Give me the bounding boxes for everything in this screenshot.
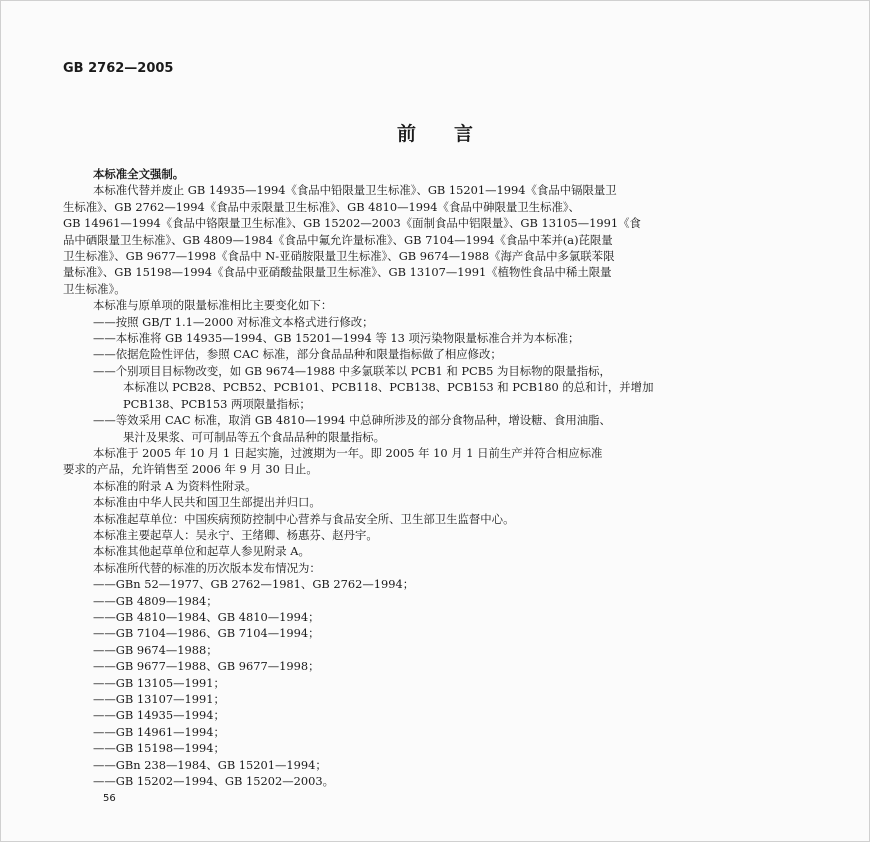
paragraph-effective-date: 本标准于 2005 年 10 月 1 日起实施，过渡期为一年。即 2005 年 10 月 1 日前生产并符合相应标准 (93, 445, 603, 460)
paragraph-drafting-units: 本标准起草单位：中国疾病预防控制中心营养与食品安全所、卫生部卫生监督中心。 (93, 511, 515, 526)
paragraph-proposer: 本标准由中华人民共和国卫生部提出并归口。 (93, 495, 321, 510)
change-item-continued: 本标准以 PCB28、PCB52、PCB101、PCB118、PCB138、PCB153 和 PCB180 的总和计，并增加 (123, 380, 654, 395)
paragraph-changes-intro: 本标准与原单项的限量标准相比主要变化如下： (93, 298, 333, 313)
paragraph-replaces-line: 品中硒限量卫生标准》、GB 4809—1984《食品中氟允许量标准》、GB 7104—1994《食品中苯并(a)芘限量 (63, 232, 613, 247)
history-item: ——GB 15202—1994、GB 15202—2003。 (93, 774, 334, 789)
paragraph-drafters: 本标准主要起草人：吴永宁、王绪卿、杨惠芬、赵丹宇。 (93, 527, 378, 542)
paragraph-other-drafters: 本标准其他起草单位和起草人参见附录 A。 (93, 544, 310, 559)
change-item: ——按照 GB/T 1.1—2000 对标准文本格式进行修改； (93, 314, 374, 329)
history-item: ——GB 13107—1991； (93, 692, 225, 706)
paragraph-history-intro: 本标准所代替的标准的历次版本发布情况为： (93, 560, 321, 575)
change-item-continued: PCB138、PCB153 两项限量指标； (123, 396, 311, 411)
paragraph-mandatory: 本标准全文强制。 (93, 167, 185, 181)
history-item: ——GB 4809—1984； (93, 593, 218, 608)
history-item: ——GB 14935—1994； (93, 708, 225, 723)
change-item: ——等效采用 CAC 标准，取消 GB 4810—1994 中总砷所涉及的部分食物品种，增设糖、食用油脂、 (93, 413, 611, 428)
paragraph-effective-date: 要求的产品，允许销售至 2006 年 9 月 30 日止。 (63, 462, 318, 477)
history-item: ——GB 9674—1988； (93, 642, 218, 657)
history-item: ——GB 14961—1994； (93, 724, 225, 739)
history-item: ——GB 4810—1984、GB 4810—1994； (93, 609, 320, 624)
history-item: ——GB 9677—1988、GB 9677—1998； (93, 659, 320, 674)
paragraph-appendix: 本标准的附录 A 为资料性附录。 (93, 478, 257, 493)
paragraph-replaces-line: 卫生标准》。 (63, 281, 126, 296)
paragraph-replaces-line: 卫生标准》、GB 9677—1998《食品中 N-亚硝胺限量卫生标准》、GB 9674—1988《海产食品中多氯联苯限 (63, 249, 615, 264)
change-item: ——个别项目目标物改变，如 GB 9674—1988 中多氯联苯以 PCB1 和 PCB5 为目标物的限量指标， (93, 363, 611, 378)
history-item: ——GBn 238—1984、GB 15201—1994； (93, 757, 327, 772)
paragraph-replaces-line: 本标准代替并废止 GB 14935—1994《食品中铅限量卫生标准》、GB 15201—1994《食品中镉限量卫 (93, 183, 617, 198)
history-item: ——GB 7104—1986、GB 7104—1994； (93, 626, 320, 641)
paragraph-replaces-line: GB 14961—1994《食品中铬限量卫生标准》、GB 15202—2003《面制食品中铝限量》、GB 13105—1991《食 (63, 216, 641, 231)
history-item: ——GBn 52—1977、GB 2762—1981、GB 2762—1994； (93, 577, 415, 592)
page-title: 前言 (396, 123, 511, 145)
history-item: ——GB 15198—1994； (93, 741, 225, 756)
page-number: 56 (103, 793, 116, 804)
change-item: ——依据危险性评估，参照 CAC 标准，部分食品品种和限量指标做了相应修改； (93, 347, 502, 362)
paragraph-replaces-line: 量标准》、GB 15198—1994《食品中亚硝酸盐限量卫生标准》、GB 13107—1991《植物性食品中稀土限量 (63, 265, 612, 280)
standard-number: GB 2762—2005 (63, 61, 174, 76)
history-item: ——GB 13105—1991； (93, 675, 225, 690)
change-item: ——本标准将 GB 14935—1994、GB 15201—1994 等 13 项污染物限量标准合并为本标准； (93, 331, 580, 346)
foreword-body (63, 166, 811, 789)
change-item-continued: 果汁及果浆、可可制品等五个食品品种的限量指标。 (123, 429, 385, 444)
paragraph-replaces-line: 生标准》、GB 2762—1994《食品中汞限量卫生标准》、GB 4810—1994《食品中砷限量卫生标准》、 (63, 199, 580, 214)
